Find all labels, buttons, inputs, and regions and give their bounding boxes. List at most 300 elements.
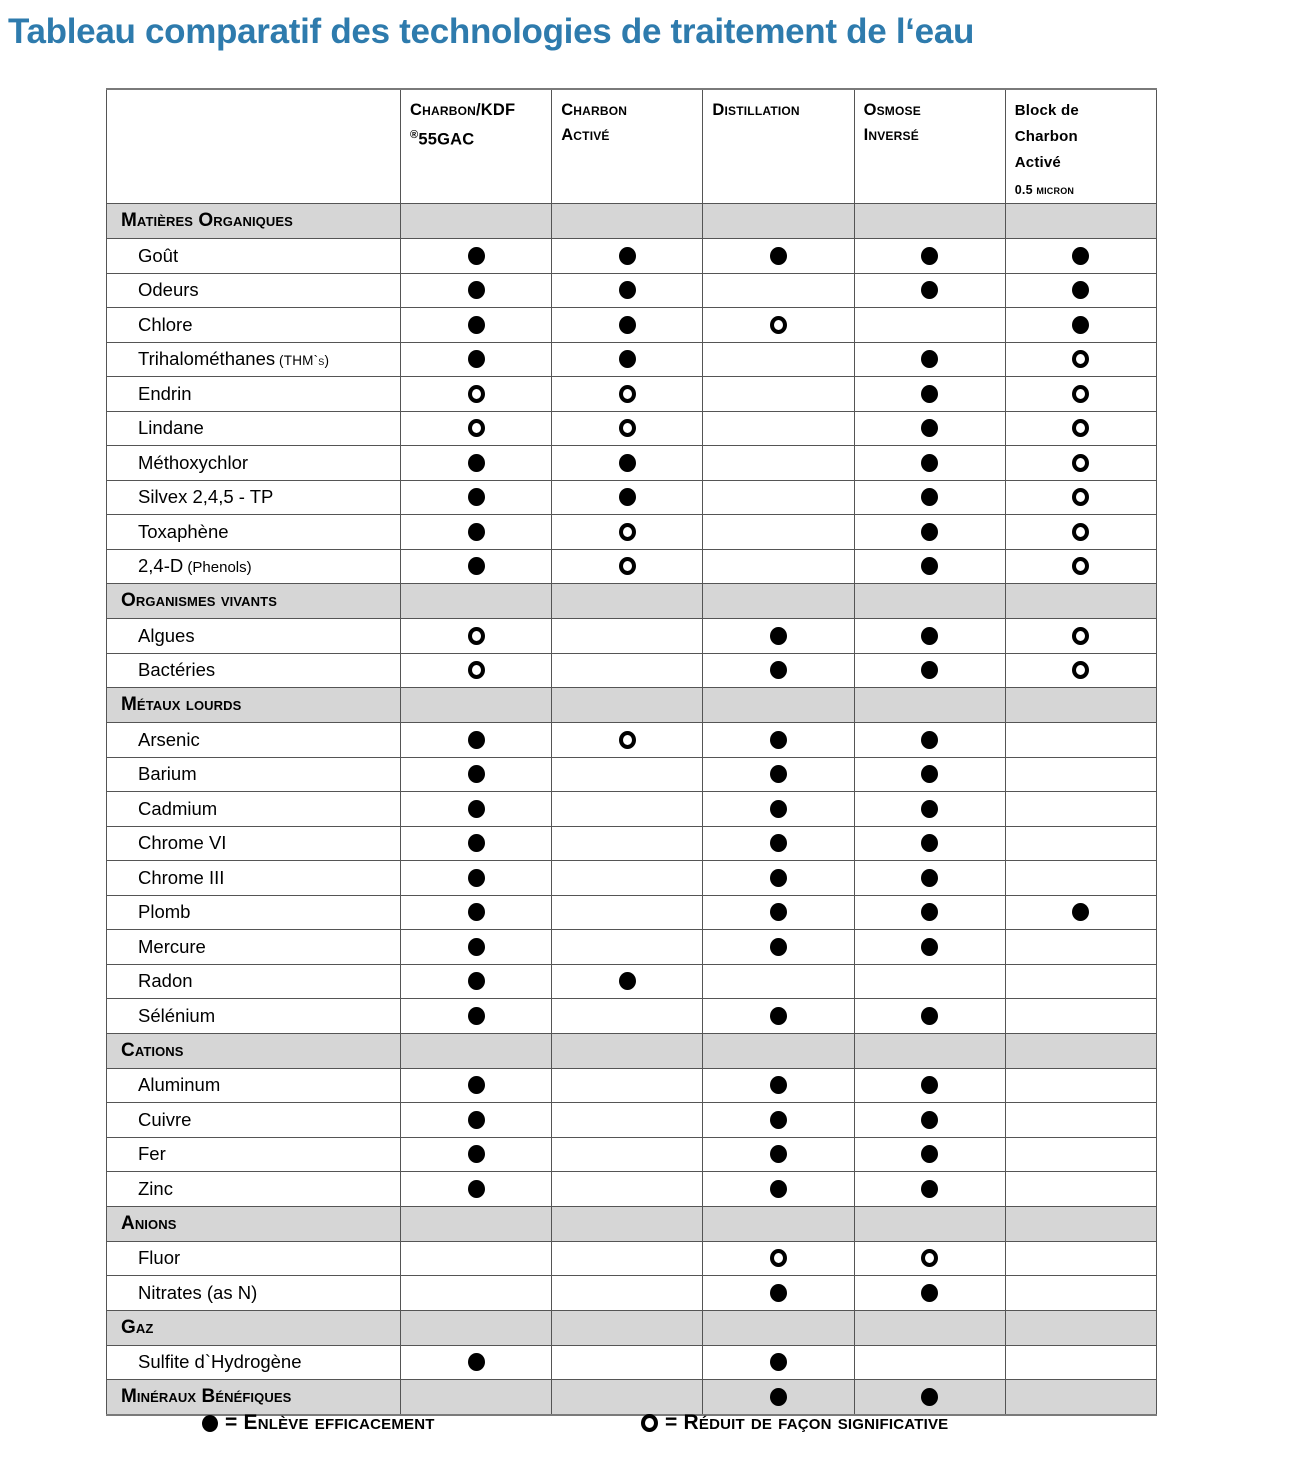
filled-circle-icon bbox=[770, 800, 787, 818]
row-label-cell bbox=[107, 411, 401, 446]
cell-osmose bbox=[854, 792, 1005, 827]
filled-circle-icon bbox=[921, 1284, 938, 1302]
filled-circle-icon bbox=[770, 731, 787, 749]
filled-circle-icon bbox=[619, 247, 636, 265]
cell-charbon_active bbox=[552, 999, 703, 1034]
filled-circle-icon bbox=[468, 247, 485, 265]
row-label-cell bbox=[107, 1345, 401, 1380]
cell-osmose bbox=[854, 964, 1005, 999]
cell-charbon_active bbox=[552, 1345, 703, 1380]
filled-circle-icon bbox=[921, 350, 938, 368]
open-circle-icon bbox=[619, 419, 636, 437]
row-label-sub: (THM`s) bbox=[275, 353, 330, 369]
legend bbox=[106, 1408, 1166, 1448]
table-row bbox=[107, 273, 1157, 308]
filled-circle-icon bbox=[619, 281, 636, 299]
table-section-row bbox=[107, 584, 1157, 619]
cell-charbon_active bbox=[552, 757, 703, 792]
filled-circle-icon bbox=[619, 972, 636, 990]
cell-distillation bbox=[703, 377, 854, 412]
cell-charbon_active bbox=[552, 1241, 703, 1276]
cell-distillation bbox=[703, 204, 854, 239]
cell-charbon_kdf bbox=[401, 308, 552, 343]
filled-circle-icon bbox=[468, 903, 485, 921]
row-label: Odeurs bbox=[138, 279, 199, 301]
cell-osmose bbox=[854, 480, 1005, 515]
cell-distillation bbox=[703, 480, 854, 515]
cell-osmose bbox=[854, 584, 1005, 619]
table-row bbox=[107, 653, 1157, 688]
cell-block_charbon bbox=[1005, 1103, 1156, 1138]
filled-circle-icon bbox=[468, 1145, 485, 1163]
row-label: Barium bbox=[138, 763, 197, 785]
cell-charbon_active bbox=[552, 619, 703, 654]
row-label: Sélénium bbox=[138, 1004, 216, 1026]
cell-distillation bbox=[703, 1206, 854, 1241]
table-row bbox=[107, 826, 1157, 861]
row-label: Trihalométhanes (THM`s) bbox=[138, 348, 330, 370]
row-label-cell bbox=[107, 549, 401, 584]
cell-charbon_kdf bbox=[401, 1137, 552, 1172]
cell-distillation bbox=[703, 1033, 854, 1068]
row-label-cell bbox=[107, 1068, 401, 1103]
table-section-row bbox=[107, 1310, 1157, 1345]
table-row bbox=[107, 1276, 1157, 1311]
cell-distillation bbox=[703, 515, 854, 550]
row-label: Sulfite d`Hydrogène bbox=[138, 1351, 302, 1373]
filled-circle-icon bbox=[921, 1111, 938, 1129]
filled-circle-icon bbox=[921, 523, 938, 541]
cell-block_charbon bbox=[1005, 1310, 1156, 1345]
section-label: Matières Organiques bbox=[121, 210, 293, 231]
cell-charbon_active bbox=[552, 204, 703, 239]
filled-circle-icon bbox=[770, 1145, 787, 1163]
cell-charbon_kdf bbox=[401, 1310, 552, 1345]
cell-charbon_active bbox=[552, 239, 703, 274]
cell-charbon_kdf bbox=[401, 861, 552, 896]
cell-distillation bbox=[703, 1103, 854, 1138]
row-label: Nitrates (as N) bbox=[138, 1281, 258, 1303]
filled-circle-icon bbox=[468, 488, 485, 506]
section-label: Organismes vivants bbox=[121, 590, 277, 611]
filled-circle-icon bbox=[468, 454, 485, 472]
filled-circle-icon bbox=[468, 938, 485, 956]
cell-charbon_kdf bbox=[401, 446, 552, 481]
cell-distillation bbox=[703, 861, 854, 896]
table-row bbox=[107, 515, 1157, 550]
table-row bbox=[107, 792, 1157, 827]
cell-distillation bbox=[703, 411, 854, 446]
row-label-cell bbox=[107, 1137, 401, 1172]
filled-circle-icon bbox=[770, 247, 787, 265]
filled-circle-icon bbox=[468, 523, 485, 541]
section-label: Gaz bbox=[121, 1316, 154, 1338]
cell-charbon_active bbox=[552, 826, 703, 861]
row-label: Chlore bbox=[138, 313, 193, 335]
cell-charbon_active bbox=[552, 964, 703, 999]
cell-osmose bbox=[854, 999, 1005, 1034]
section-label: Métaux lourds bbox=[121, 694, 242, 715]
open-circle-icon bbox=[1072, 419, 1089, 437]
cell-block_charbon bbox=[1005, 653, 1156, 688]
filled-circle-icon bbox=[1072, 247, 1089, 265]
row-label: Mercure bbox=[138, 935, 206, 957]
cell-block_charbon bbox=[1005, 861, 1156, 896]
cell-charbon_active bbox=[552, 653, 703, 688]
cell-charbon_kdf bbox=[401, 549, 552, 584]
cell-distillation bbox=[703, 446, 854, 481]
cell-block_charbon bbox=[1005, 342, 1156, 377]
row-label-cell bbox=[107, 1241, 401, 1276]
filled-circle-icon bbox=[1072, 903, 1089, 921]
row-label-cell bbox=[107, 999, 401, 1034]
cell-block_charbon bbox=[1005, 895, 1156, 930]
filled-circle-icon bbox=[921, 627, 938, 645]
column-header-subtext: 0.5 micron bbox=[1014, 183, 1075, 197]
cell-osmose bbox=[854, 411, 1005, 446]
filled-circle-icon bbox=[468, 1076, 485, 1094]
cell-charbon_active bbox=[552, 1103, 703, 1138]
filled-circle-icon bbox=[770, 627, 787, 645]
cell-charbon_kdf bbox=[401, 204, 552, 239]
open-circle-icon bbox=[1072, 454, 1089, 472]
row-label: Endrin bbox=[138, 382, 192, 404]
filled-circle-icon bbox=[468, 281, 485, 299]
table-section-row bbox=[107, 204, 1157, 239]
cell-block_charbon bbox=[1005, 1033, 1156, 1068]
legend-reduces-text: = Réduit de façon significative bbox=[665, 1411, 949, 1434]
open-circle-icon bbox=[1072, 488, 1089, 506]
cell-distillation bbox=[703, 308, 854, 343]
section-label: Minéraux Bénéfiques bbox=[121, 1386, 292, 1407]
cell-distillation bbox=[703, 619, 854, 654]
filled-circle-icon bbox=[468, 557, 485, 575]
filled-circle-icon bbox=[468, 800, 485, 818]
legend-item-reduces bbox=[641, 1408, 948, 1438]
filled-circle-icon bbox=[1072, 316, 1089, 334]
filled-circle-icon bbox=[468, 1111, 485, 1129]
cell-osmose bbox=[854, 1206, 1005, 1241]
row-label-paren: (Phenols) bbox=[183, 559, 252, 577]
cell-charbon_active bbox=[552, 549, 703, 584]
open-circle-icon bbox=[1072, 350, 1089, 368]
filled-circle-icon bbox=[921, 1007, 938, 1025]
cell-charbon_active bbox=[552, 792, 703, 827]
filled-circle-icon bbox=[921, 247, 938, 265]
filled-circle-icon bbox=[770, 765, 787, 783]
open-circle-icon bbox=[619, 523, 636, 541]
open-circle-icon bbox=[468, 661, 485, 679]
filled-circle-icon bbox=[1072, 281, 1089, 299]
table-row bbox=[107, 723, 1157, 758]
row-label-cell bbox=[107, 342, 401, 377]
cell-charbon_active bbox=[552, 308, 703, 343]
table-row bbox=[107, 1137, 1157, 1172]
row-label-cell bbox=[107, 757, 401, 792]
cell-distillation bbox=[703, 757, 854, 792]
cell-distillation bbox=[703, 239, 854, 274]
cell-block_charbon bbox=[1005, 273, 1156, 308]
column-header-label bbox=[107, 89, 401, 204]
cell-distillation bbox=[703, 1345, 854, 1380]
table-section-row bbox=[107, 1033, 1157, 1068]
cell-charbon_kdf bbox=[401, 1276, 552, 1311]
cell-osmose bbox=[854, 446, 1005, 481]
cell-osmose bbox=[854, 273, 1005, 308]
cell-charbon_active bbox=[552, 930, 703, 965]
filled-circle-icon bbox=[921, 1180, 938, 1198]
open-circle-icon bbox=[770, 1249, 787, 1267]
filled-circle-icon bbox=[619, 350, 636, 368]
cell-charbon_active bbox=[552, 515, 703, 550]
column-header-charbon_active bbox=[552, 89, 703, 204]
cell-block_charbon bbox=[1005, 723, 1156, 758]
table-row bbox=[107, 964, 1157, 999]
table-row bbox=[107, 1241, 1157, 1276]
filled-circle-icon bbox=[619, 488, 636, 506]
row-label-cell bbox=[107, 723, 401, 758]
cell-charbon_kdf bbox=[401, 342, 552, 377]
cell-charbon_kdf bbox=[401, 1103, 552, 1138]
row-label: Chrome III bbox=[138, 866, 225, 888]
row-label: Chrome VI bbox=[138, 832, 227, 854]
row-label: Arsenic bbox=[138, 728, 200, 750]
cell-block_charbon bbox=[1005, 480, 1156, 515]
open-circle-icon bbox=[1072, 557, 1089, 575]
cell-distillation bbox=[703, 826, 854, 861]
table-row bbox=[107, 411, 1157, 446]
column-header-text: Block de Charbon Activé 0.5 micron bbox=[1006, 90, 1156, 203]
table-row bbox=[107, 757, 1157, 792]
cell-charbon_kdf bbox=[401, 1206, 552, 1241]
table-row bbox=[107, 930, 1157, 965]
cell-charbon_active bbox=[552, 1068, 703, 1103]
filled-circle-icon bbox=[468, 1353, 485, 1371]
cell-block_charbon bbox=[1005, 930, 1156, 965]
filled-circle-icon bbox=[921, 661, 938, 679]
cell-charbon_kdf bbox=[401, 653, 552, 688]
open-circle-icon bbox=[619, 385, 636, 403]
cell-osmose bbox=[854, 549, 1005, 584]
cell-osmose bbox=[854, 1033, 1005, 1068]
cell-block_charbon bbox=[1005, 964, 1156, 999]
cell-charbon_kdf bbox=[401, 826, 552, 861]
row-label: Zinc bbox=[138, 1177, 173, 1199]
cell-osmose bbox=[854, 1276, 1005, 1311]
cell-osmose bbox=[854, 930, 1005, 965]
row-label: Radon bbox=[138, 970, 193, 992]
column-header-osmose bbox=[854, 89, 1005, 204]
cell-charbon_kdf bbox=[401, 999, 552, 1034]
legend-item-removes bbox=[202, 1408, 435, 1438]
column-header-text: Distillation bbox=[712, 101, 800, 119]
filled-circle-icon bbox=[770, 1111, 787, 1129]
cell-block_charbon bbox=[1005, 515, 1156, 550]
row-label-cell bbox=[107, 515, 401, 550]
cell-distillation bbox=[703, 964, 854, 999]
filled-circle-icon bbox=[770, 1353, 787, 1371]
column-header-charbon_kdf bbox=[401, 89, 552, 204]
row-label: Méthoxychlor bbox=[138, 451, 249, 473]
open-circle-icon bbox=[619, 731, 636, 749]
column-header-text: Charbon Activé bbox=[561, 101, 628, 144]
filled-circle-icon bbox=[921, 765, 938, 783]
cell-charbon_kdf bbox=[401, 964, 552, 999]
column-header-distillation bbox=[703, 89, 854, 204]
cell-block_charbon bbox=[1005, 1241, 1156, 1276]
cell-block_charbon bbox=[1005, 792, 1156, 827]
cell-block_charbon bbox=[1005, 1137, 1156, 1172]
cell-osmose bbox=[854, 619, 1005, 654]
row-label: Fer bbox=[138, 1143, 166, 1165]
open-circle-icon bbox=[1072, 385, 1089, 403]
cell-distillation bbox=[703, 1276, 854, 1311]
cell-charbon_kdf bbox=[401, 757, 552, 792]
filled-circle-icon bbox=[921, 800, 938, 818]
cell-osmose bbox=[854, 757, 1005, 792]
filled-circle-icon bbox=[921, 834, 938, 852]
cell-charbon_kdf bbox=[401, 1241, 552, 1276]
cell-osmose bbox=[854, 1103, 1005, 1138]
cell-charbon_kdf bbox=[401, 723, 552, 758]
filled-circle-icon bbox=[468, 731, 485, 749]
section-header-cell bbox=[107, 1033, 401, 1068]
row-label: Silvex 2,4,5 - TP bbox=[138, 486, 274, 508]
cell-osmose bbox=[854, 1241, 1005, 1276]
cell-charbon_kdf bbox=[401, 619, 552, 654]
row-label-cell bbox=[107, 239, 401, 274]
cell-block_charbon bbox=[1005, 757, 1156, 792]
open-circle-icon bbox=[468, 385, 485, 403]
table-row bbox=[107, 999, 1157, 1034]
table-row bbox=[107, 619, 1157, 654]
table-row bbox=[107, 1345, 1157, 1380]
filled-circle-icon bbox=[921, 488, 938, 506]
filled-circle-icon bbox=[619, 316, 636, 334]
filled-circle-icon bbox=[921, 1388, 938, 1406]
table-row bbox=[107, 861, 1157, 896]
cell-charbon_active bbox=[552, 480, 703, 515]
cell-distillation bbox=[703, 342, 854, 377]
cell-osmose bbox=[854, 1068, 1005, 1103]
cell-osmose bbox=[854, 1310, 1005, 1345]
cell-osmose bbox=[854, 308, 1005, 343]
comparison-table bbox=[106, 88, 1157, 1416]
filled-circle-icon bbox=[770, 1284, 787, 1302]
open-circle-icon bbox=[619, 557, 636, 575]
row-label-cell bbox=[107, 308, 401, 343]
cell-distillation bbox=[703, 1310, 854, 1345]
table-section-row bbox=[107, 688, 1157, 723]
cell-charbon_active bbox=[552, 861, 703, 896]
cell-osmose bbox=[854, 377, 1005, 412]
cell-osmose bbox=[854, 1172, 1005, 1207]
cell-charbon_kdf bbox=[401, 480, 552, 515]
row-label-cell bbox=[107, 619, 401, 654]
cell-block_charbon bbox=[1005, 308, 1156, 343]
cell-charbon_kdf bbox=[401, 895, 552, 930]
row-label-cell bbox=[107, 792, 401, 827]
cell-osmose bbox=[854, 895, 1005, 930]
cell-distillation bbox=[703, 1172, 854, 1207]
cell-charbon_active bbox=[552, 1276, 703, 1311]
cell-block_charbon bbox=[1005, 239, 1156, 274]
cell-block_charbon bbox=[1005, 1068, 1156, 1103]
cell-block_charbon bbox=[1005, 1345, 1156, 1380]
cell-distillation bbox=[703, 688, 854, 723]
filled-circle-icon bbox=[770, 869, 787, 887]
table-row bbox=[107, 895, 1157, 930]
row-label-cell bbox=[107, 861, 401, 896]
table-row bbox=[107, 1172, 1157, 1207]
table-row bbox=[107, 239, 1157, 274]
comparison-table-container bbox=[106, 88, 1156, 1416]
filled-circle-icon bbox=[468, 972, 485, 990]
cell-distillation bbox=[703, 273, 854, 308]
open-circle-icon bbox=[921, 1249, 938, 1267]
cell-charbon_active bbox=[552, 1206, 703, 1241]
section-label: Anions bbox=[121, 1212, 177, 1234]
cell-charbon_kdf bbox=[401, 1033, 552, 1068]
cell-block_charbon bbox=[1005, 999, 1156, 1034]
open-circle-icon bbox=[468, 419, 485, 437]
open-circle-icon bbox=[770, 316, 787, 334]
row-label: Cuivre bbox=[138, 1108, 192, 1130]
cell-distillation bbox=[703, 792, 854, 827]
cell-charbon_active bbox=[552, 446, 703, 481]
open-circle-icon bbox=[1072, 661, 1089, 679]
cell-distillation bbox=[703, 723, 854, 758]
filled-circle-icon bbox=[921, 731, 938, 749]
section-header-cell bbox=[107, 688, 401, 723]
cell-osmose bbox=[854, 861, 1005, 896]
cell-osmose bbox=[854, 1137, 1005, 1172]
section-header-cell bbox=[107, 1310, 401, 1345]
cell-block_charbon bbox=[1005, 549, 1156, 584]
row-label: Plomb bbox=[138, 901, 191, 923]
cell-osmose bbox=[854, 653, 1005, 688]
cell-charbon_kdf bbox=[401, 792, 552, 827]
filled-circle-icon bbox=[921, 557, 938, 575]
table-row bbox=[107, 342, 1157, 377]
cell-distillation bbox=[703, 1241, 854, 1276]
cell-charbon_active bbox=[552, 1137, 703, 1172]
filled-circle-icon bbox=[921, 454, 938, 472]
filled-circle-icon bbox=[921, 938, 938, 956]
cell-distillation bbox=[703, 930, 854, 965]
cell-block_charbon bbox=[1005, 584, 1156, 619]
cell-charbon_kdf bbox=[401, 1172, 552, 1207]
open-circle-icon bbox=[641, 1414, 658, 1432]
section-header-cell bbox=[107, 204, 401, 239]
cell-charbon_kdf bbox=[401, 239, 552, 274]
cell-block_charbon bbox=[1005, 619, 1156, 654]
cell-block_charbon bbox=[1005, 446, 1156, 481]
cell-block_charbon bbox=[1005, 1172, 1156, 1207]
row-label-cell bbox=[107, 653, 401, 688]
row-label-cell bbox=[107, 895, 401, 930]
row-label-cell bbox=[107, 930, 401, 965]
row-label: Aluminum bbox=[138, 1074, 221, 1096]
cell-osmose bbox=[854, 688, 1005, 723]
cell-block_charbon bbox=[1005, 204, 1156, 239]
filled-circle-icon bbox=[770, 1180, 787, 1198]
cell-charbon_kdf bbox=[401, 688, 552, 723]
row-label-cell bbox=[107, 964, 401, 999]
section-label: Cations bbox=[121, 1039, 184, 1061]
cell-block_charbon bbox=[1005, 377, 1156, 412]
row-label: Goût bbox=[138, 244, 179, 266]
